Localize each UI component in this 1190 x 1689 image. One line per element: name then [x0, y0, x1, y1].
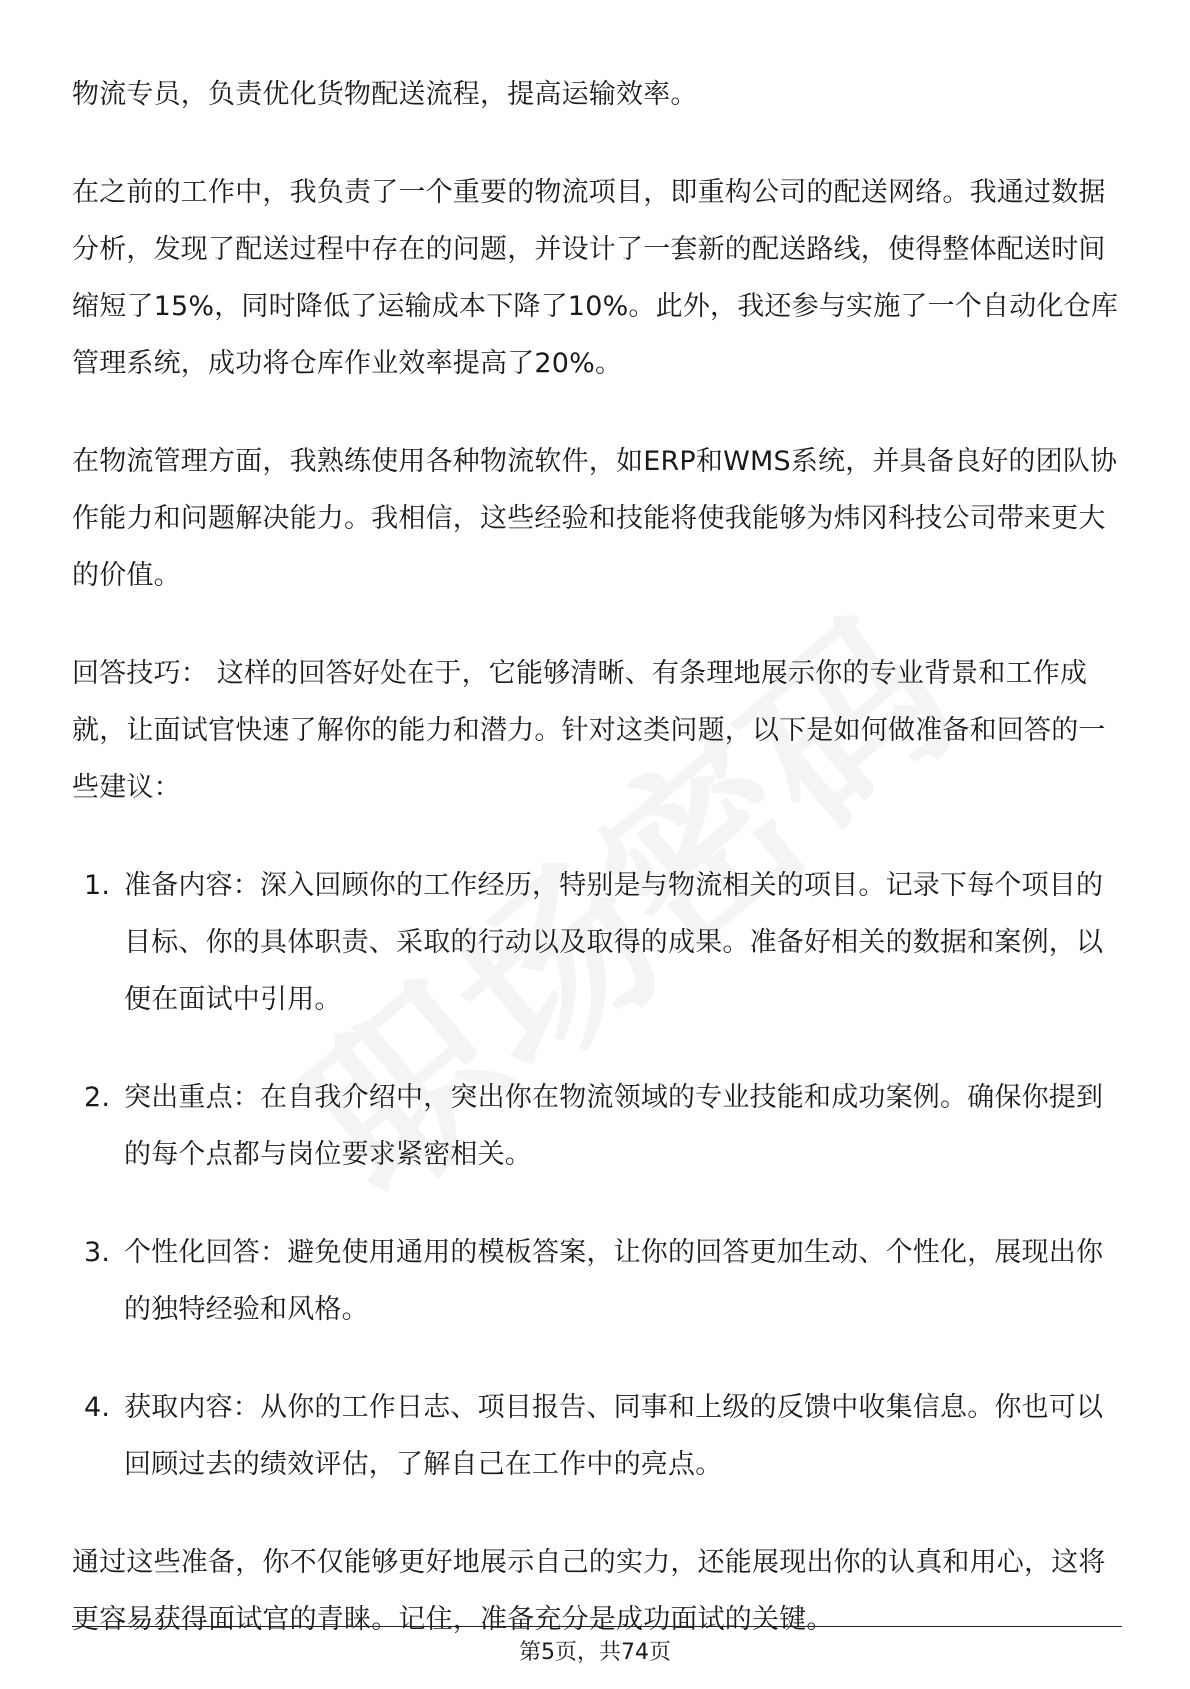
list-item-text: 个性化回答：避免使用通用的模板答案，让你的回答更加生动、个性化，展现出你的独特经验和风格。	[124, 1237, 1104, 1325]
paragraph-tips: 回答技巧： 这样的回答好处在于，它能够清晰、有条理地展示你的专业背景和工作成就，让面试官快速了解你的能力和潜力。针对这类问题，以下是如何做准备和回答的一些建议：	[72, 658, 1106, 803]
list-item-text: 准备内容：深入回顾你的工作经历，特别是与物流相关的项目。记录下每个项目的目标、你的具体职责、采取的行动以及取得的成果。准备好相关的数据和案例，以便在面试中引用。	[124, 870, 1104, 1015]
list-item	[72, 1224, 1122, 1338]
list-number: 1.	[84, 870, 111, 901]
paragraph-conclusion: 通过这些准备，你不仅能够更好地展示自己的实力，还能展现出你的认真和用心，这将更容易获得面试官的青睐。记住，准备充分是成功面试的关键。	[72, 1547, 1106, 1635]
paragraph-experience: 在之前的工作中，我负责了一个重要的物流项目，即重构公司的配送网络。我通过数据分析，发现了配送过程中存在的问题，并设计了一套新的配送路线，使得整体配送时间缩短了15%，同时降低了运输成本下降了10%。此外，我还参与实施了一个自动化仓库管理系统，成功将仓库作业效率提高了20%。	[72, 177, 1119, 379]
list-number: 2.	[84, 1082, 111, 1113]
list-number: 4.	[84, 1392, 111, 1423]
document-page	[72, 66, 1122, 1689]
list-number: 3.	[84, 1237, 111, 1268]
page-number: 第5页，共74页	[519, 1640, 671, 1665]
footer-divider	[72, 1626, 1122, 1627]
list-item-text: 突出重点：在自我介绍中，突出你在物流领域的专业技能和成功案例。确保你提到的每个点都与岗位要求紧密相关。	[124, 1082, 1104, 1170]
list-item	[72, 857, 1122, 1028]
paragraph-skills: 在物流管理方面，我熟练使用各种物流软件，如ERP和WMS系统，并具备良好的团队协作能力和问题解决能力。我相信，这些经验和技能将使我能够为炜冈科技公司带来更大的价值。	[72, 446, 1118, 591]
list-item	[72, 1069, 1122, 1183]
list-item-text: 获取内容：从你的工作日志、项目报告、同事和上级的反馈中收集信息。你也可以回顾过去的绩效评估，了解自己在工作中的亮点。	[124, 1392, 1104, 1480]
advice-list	[72, 857, 1122, 1493]
paragraph-role: 物流专员，负责优化货物配送流程，提高运输效率。	[72, 79, 698, 110]
list-item	[72, 1379, 1122, 1493]
